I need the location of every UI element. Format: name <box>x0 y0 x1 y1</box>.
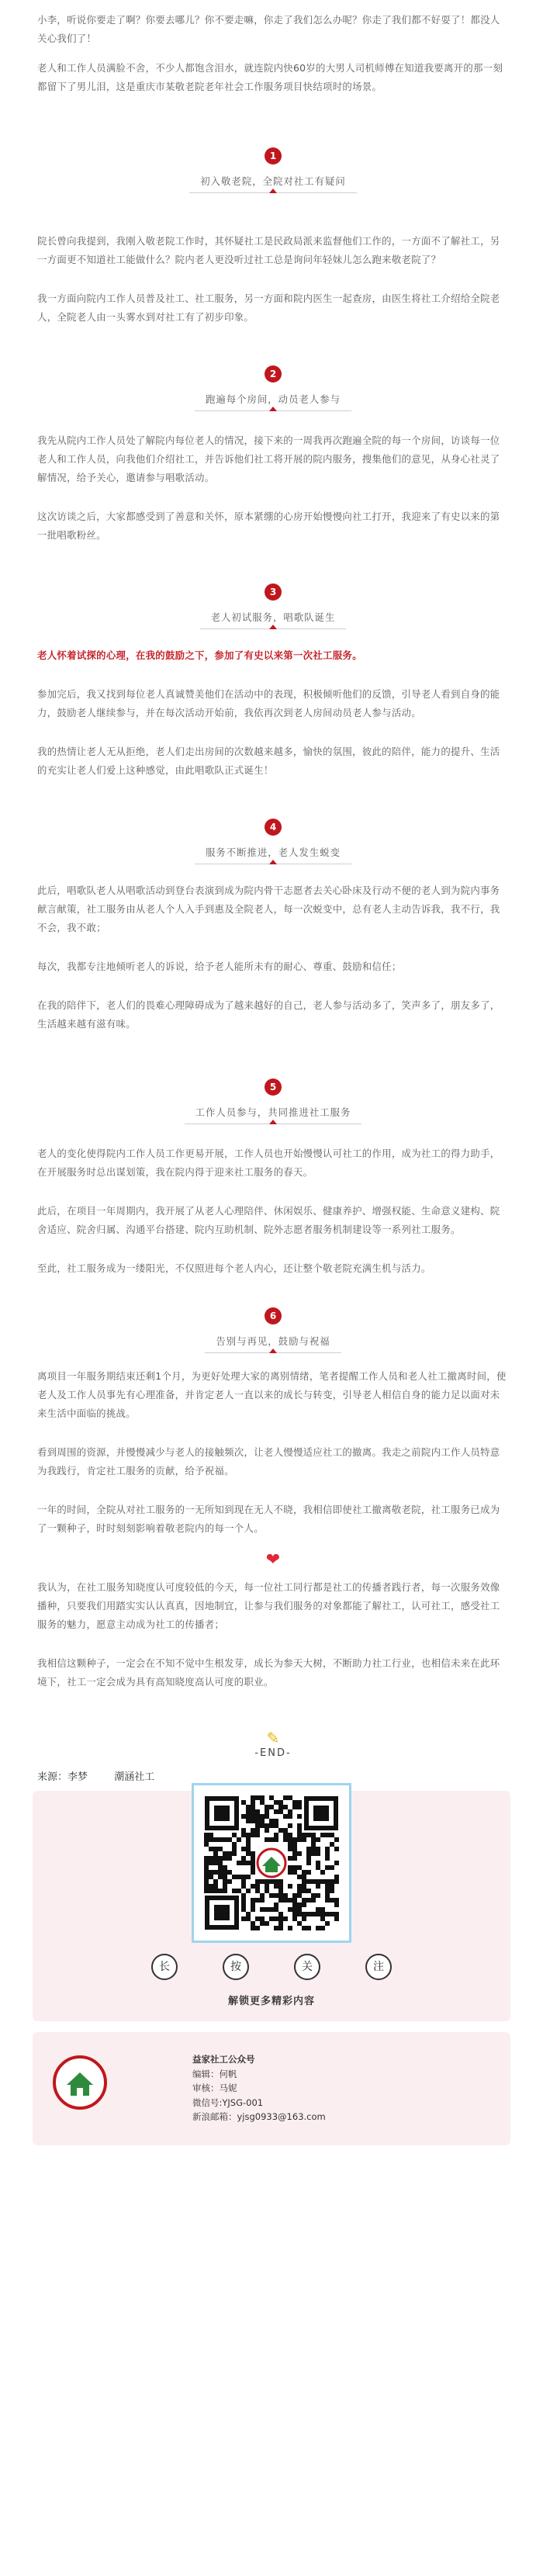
source-org: 潮涵社工 <box>114 1771 155 1783</box>
section-paragraph: 我先从院内工作人员处了解院内每位老人的情况，接下来的一周我再次跑遍全院的每一个房间，访谈每一位老人和工作人员，向我他们介绍社工，并告诉他们社工将开展的院内服务，搜集他们的意见，从身心社灵了解情况，给予关心，邀请参与唱歌活动。 <box>37 435 500 483</box>
section-paragraph: 此后，唱歌队老人从唱歌活动到登台表演到成为院内骨干志愿者去关心卧床及行动不便的老人到为院内事务献言献策，社工服务由从老人个人入手到惠及全院老人，每一次蜕变中，总有老人主动告诉我，我不行，我不会，我不敢； <box>37 885 500 933</box>
section-paragraph: 一年的时间，全院从对社工服务的一无所知到现在无人不晓，我相信即使社工撤离敬老院，社工服务已成为了一颗种子，时时刻刻影响着敬老院内的每一个人。 <box>37 1504 500 1534</box>
section-heading <box>37 147 509 193</box>
section-title: 跑遍每个房间，动员老人参与 <box>205 393 341 405</box>
account-reviewer: 审核：马妮 <box>192 2083 237 2093</box>
follow-circle: 注 <box>365 1954 392 1980</box>
follow-circles <box>33 1954 510 1980</box>
section-paragraph: 我的热情让老人无从拒绝，老人们走出房间的次数越来越多，愉快的氛围，彼此的陪伴，能力的提升、生活的充实让老人们爱上这种感觉，由此唱歌队正式诞生！ <box>37 746 500 776</box>
section-paragraph: 参加完后，我又找到每位老人真诚赞美他们在活动中的表现，积极倾听他们的反馈，引导老人看到自身的能力，鼓励老人继续参与，并在每次活动开始前，我依再次到老人房间动员老人参与活动。 <box>37 688 500 718</box>
heart-icon: ❤ <box>265 1550 281 1570</box>
section-heading <box>37 583 509 629</box>
section-paragraph: 这次访谈之后，大家都感受到了善意和关怀，原本紧绷的心房开始慢慢向社工打开，我迎来了有史以来的第一批唱歌粉丝。 <box>37 511 500 541</box>
section-title: 告别与再见，鼓励与祝福 <box>216 1335 330 1347</box>
section-number-badge: 3 <box>265 583 282 601</box>
follow-circle: 关 <box>294 1954 320 1980</box>
section-paragraph: 我一方面向院内工作人员普及社工、社工服务，另一方面和院内医生一起查房，由医生将社工介绍给全院老人，全院老人由一头雾水到对社工有了初步印象。 <box>37 293 500 323</box>
triangle-marker-icon <box>269 407 277 411</box>
account-editor: 编辑：何帆 <box>192 2068 237 2079</box>
section-paragraph: 每次，我都专注地倾听老人的诉说，给予老人能所未有的耐心、尊重、鼓励和信任； <box>37 961 402 972</box>
section-title: 初入敬老院，全院对社工有疑问 <box>200 175 346 187</box>
section-title: 工作人员参与，共同推进社工服务 <box>195 1106 351 1118</box>
closing-paragraph: 我认为，在社工服务知晓度认可度较低的今天，每一位社工同行都是社工的传播者践行者，每一次服务效像播种，只要我们用踏实实认认真真，因地制宜，让参与我们服务的对象都能了解社工，认可社工，感受社工服务的魅力，愿意主动成为社工的传播者； <box>37 1581 500 1630</box>
section-paragraph: 院长曾向我提到，我刚入敬老院工作时，其怀疑社工是民政局派来监督他们工作的，一方面不了解社工，另一方面更不知道社工能做什么？院内老人更没听过社工总是询问年轻妹儿怎么跑来敬老院了？ <box>37 235 500 265</box>
section-title: 老人初试服务，唱歌队诞生 <box>210 611 336 623</box>
qr-card <box>33 1791 510 2021</box>
section-title-wrap <box>205 1329 341 1353</box>
account-name: 益家社工公众号 <box>192 2054 255 2065</box>
follow-circle: 按 <box>223 1954 249 1980</box>
section-paragraph: 离项目一年服务期结束还剩1个月，为更好处理大家的离别情绪，笔者提醒工作人员和老人社工撤离时间，使老人及工作人员事先有心理准备，并肯定老人一直以来的成长与转变，引导老人相信自身的能力足以面对未来生活中面临的挑战。 <box>37 1370 507 1419</box>
end-label: -END- <box>254 1747 292 1759</box>
section-number-badge: 2 <box>265 365 282 383</box>
section-number-badge: 5 <box>265 1079 282 1096</box>
section-title-wrap <box>185 1100 362 1124</box>
section-paragraph: 老人的变化使得院内工作人员工作更易开展，工作人员也开始慢慢认可社工的作用，成为社工的得力助手，在开展服务时总出谋划策，我在院内得于迎来社工服务的春天。 <box>37 1148 500 1178</box>
triangle-marker-icon <box>269 1349 277 1353</box>
source-author: 来源：李梦 <box>37 1771 88 1783</box>
qr-code[interactable] <box>192 1783 351 1943</box>
section-number-badge: 4 <box>265 819 282 836</box>
section-number-badge: 6 <box>265 1307 282 1324</box>
account-info <box>192 2052 326 2124</box>
intro-paragraph: 老人和工作人员满脸不舍，不少人都饱含泪水，就连院内快60岁的大男人司机师傅在知道我要离开的那一刻都留下了男儿泪，这是重庆市某敬老院老年社会工作服务项目快结项时的场景。 <box>37 62 503 92</box>
section-heading <box>37 1079 509 1124</box>
section-title-wrap <box>195 387 351 411</box>
organization-logo <box>53 2055 107 2110</box>
end-marker <box>37 1729 509 1759</box>
account-card <box>33 2032 510 2145</box>
house-logo-icon <box>56 2058 104 2107</box>
triangle-marker-icon <box>269 1120 277 1124</box>
section-title-wrap <box>195 840 351 864</box>
section-paragraph: 此后，在项目一年周期内，我开展了从老人心理陪伴、休闲娱乐、健康养护、增强权能、生命意义建构、院舍适应、院舍归属、沟通平台搭建、院内互助机制、院外志愿者服务机制建设等一系列社工服务。 <box>37 1205 500 1235</box>
section-paragraph: 至此，社工服务成为一缕阳光，不仅照进每个老人内心，还让整个敬老院充满生机与活力。 <box>37 1262 431 1274</box>
section-title-wrap <box>200 605 347 629</box>
triangle-marker-icon <box>269 189 277 193</box>
section-heading <box>37 819 509 864</box>
closing-paragraph: 我相信这颗种子，一定会在不知不觉中生根发芽，成长为参天大树，不断助力社工行业，也相信未来在此环境下，社工一定会成为具有高知晓度高认可度的职业。 <box>37 1657 500 1688</box>
account-wechat-id: 微信号:YJSG-001 <box>192 2096 264 2108</box>
section-title-wrap <box>189 169 356 193</box>
section-paragraph: 在我的陪伴下，老人们的畏难心理障碍成为了越来越好的自己，老人参与活动多了，笑声多了，朋友多了，生活越来越有滋有味。 <box>37 999 500 1030</box>
follow-circle: 长 <box>151 1954 178 1980</box>
section-paragraph: 看到周围的资源，并慢慢减少与老人的接触频次，让老人慢慢适应社工的撤离。我走之前院内工作人员特意为我践行，肯定社工服务的贡献，给予祝福。 <box>37 1446 500 1477</box>
section-heading <box>37 1307 509 1353</box>
section-number-badge: 1 <box>265 147 282 164</box>
account-email: 新浪邮箱：yjsg0933@163.com <box>192 2111 326 2122</box>
source-line <box>0 1768 543 1783</box>
intro-paragraph: 小李，听说你要走了啊？你要去哪儿？你不要走嘛，你走了我们怎么办呢？你走了我们都不好耍了！都没人关心我们了！ <box>37 14 500 44</box>
section-title: 服务不断推进，老人发生蜕变 <box>205 847 341 858</box>
section-heading <box>37 365 509 411</box>
highlight-paragraph: 老人怀着试探的心理，在我的鼓励之下，参加了有史以来第一次社工服务。 <box>37 649 362 661</box>
triangle-marker-icon <box>269 860 277 864</box>
triangle-marker-icon <box>269 625 277 629</box>
pencil-icon: ✎ <box>266 1729 280 1747</box>
qr-code-graphic <box>194 1785 349 1941</box>
unlock-more-label: 解锁更多精彩内容 <box>227 1996 315 2007</box>
